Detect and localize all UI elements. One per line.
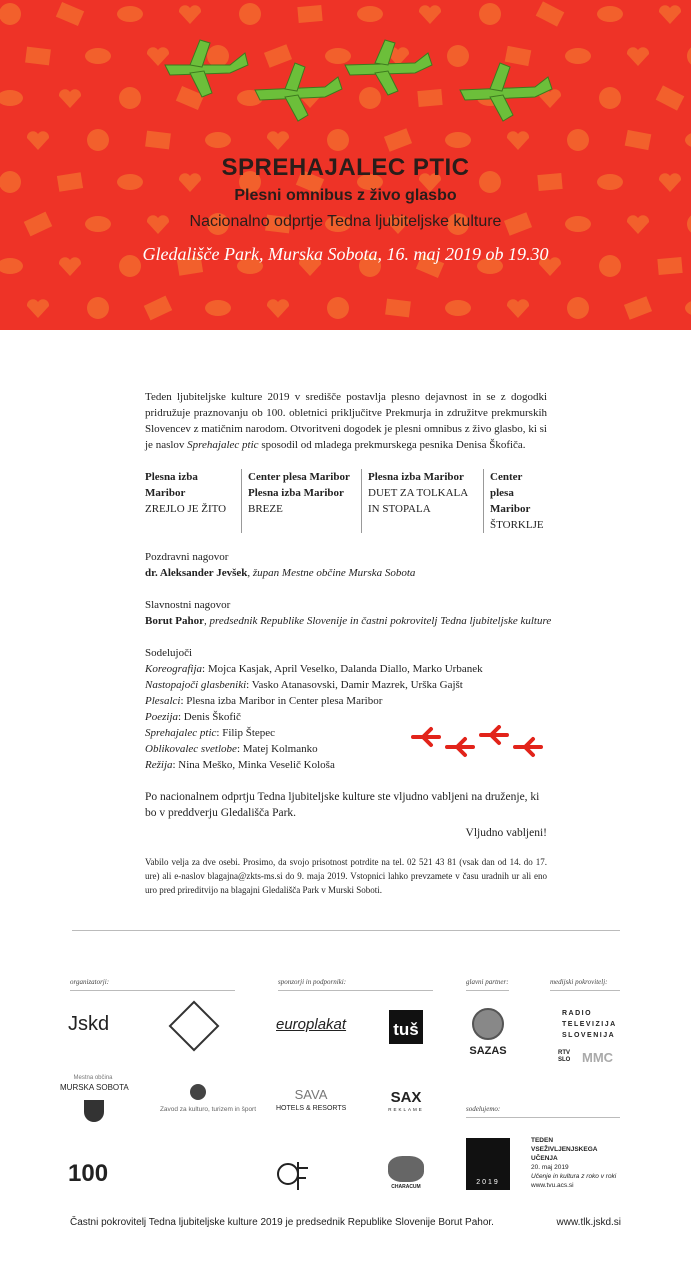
pattern-shape xyxy=(385,299,411,318)
tvu-info: TEDEN VSEŽIVLJENJSKEGA UČENJA 20. maj 2019 Učenje in kultura z roko v roki www.tvu.acs.si xyxy=(531,1137,617,1189)
murska-sobota-caption: Mestna občina xyxy=(73,1075,113,1081)
pattern-shape xyxy=(145,131,171,150)
mmc-logo: MMC xyxy=(582,1050,614,1065)
pattern-shape xyxy=(536,1,565,26)
pattern-shape xyxy=(507,299,529,318)
pattern-shape xyxy=(327,297,349,319)
europlakat-logo: europlakat xyxy=(276,1016,347,1033)
pattern-shape xyxy=(297,5,322,23)
sazas-logo: SAZAS xyxy=(469,1045,507,1057)
fineprint: Vabilo velja za dve osebi. Prosimo, da svojo prisotnost potrdite na tel. 02 521 43 81 (vsak dan od 14. do 17. ure) ali e-naslov blagajna@zkts-ms.si do 9. maja 2019. Vstopnici lahko prevzamete v času uradnih ur ali eno uro pred prireditvijo na blagajni Gledališča Park v Murski Soboti. xyxy=(145,857,547,895)
event-venue-date: Gledališče Park, Murska Sobota, 16. maj 2019 ob 19.30 xyxy=(142,244,549,264)
rtvslo-logo: RTV SLO xyxy=(558,1050,571,1063)
tvu-logo: 2019 xyxy=(466,1138,510,1190)
label-partner: glavni partner: xyxy=(466,978,509,986)
pattern-shape xyxy=(119,87,141,109)
pattern-shape xyxy=(87,297,109,319)
pattern-shape xyxy=(25,47,51,66)
pattern-shape xyxy=(179,5,201,24)
100-years-logo: 100 xyxy=(68,1160,109,1187)
footer xyxy=(70,1216,621,1230)
credit-line: Oblikovalec svetlobe: Matej Kolmanko xyxy=(145,743,318,755)
event-title: SPREHAJALEC PTIC xyxy=(221,154,470,181)
pattern-shape xyxy=(205,300,231,316)
credits-section: Sodelujoči Koreografija: Mojca Kasjak, April Veselko, Dalanda Diallo, Marko Urbanek Nastopajoči glasbeniki: Vasko Atanasovski, Damir Mazrek, Urška Gajšt Plesalci: Plesna izba Maribor in Center plesa Maribor Poezija: Denis Škofič Sprehajalec ptic: Filip Štepec Oblikovalec svetlobe: Matej Kolmanko Režija: Nina Meško, Minka Veselič Kološa xyxy=(145,645,547,773)
credit-line: Režija: Nina Meško, Minka Veselič Kološa xyxy=(145,759,335,771)
pattern-shape xyxy=(419,5,441,24)
sax-logo: SAX xyxy=(390,1089,422,1106)
pattern-shape xyxy=(685,132,691,148)
pattern-shape xyxy=(205,132,231,148)
coat-of-arms-icon xyxy=(84,1100,104,1122)
pattern-shape xyxy=(239,3,261,25)
divider xyxy=(466,990,509,991)
pattern-shape xyxy=(656,85,685,110)
label-organizers: organizatorji: xyxy=(70,978,110,986)
pattern-shape xyxy=(27,299,49,318)
intro-paragraph: Teden ljubiteljske kulture 2019 v središče postavlja plesno dejavnost in se z dogodki pridružuje praznovanju ob 100. obletnici priključitve Prekmurja in združitve prekmurskih Slovencev z matičnim narodom. Otvoritveni dogodek je plesni omnibus z živo glasbo, ki si je naslov Sprehajalec ptic sposodil od mladega prekmurskega pesnika Denisa Škofiča. xyxy=(145,391,547,451)
pattern-shape xyxy=(117,6,143,22)
pattern-shape xyxy=(267,299,289,318)
pf-logo xyxy=(276,1158,312,1192)
kraljevci-logo: CHARACUM xyxy=(391,1184,421,1190)
divider xyxy=(466,1117,620,1118)
sazas-emblem xyxy=(472,1008,504,1040)
sava-logo: SAVA xyxy=(294,1087,328,1102)
green-birds-icon xyxy=(160,35,560,125)
pattern-shape xyxy=(267,131,289,150)
pattern-shape xyxy=(479,3,501,25)
pattern-shape xyxy=(144,296,173,321)
label-media: medijski pokrovitelj: xyxy=(550,978,608,986)
footer-patron: Častni pokrovitelj Tedna ljubiteljske kulture 2019 je predsednik Republike Slovenije Borut Pahor. xyxy=(70,1217,494,1228)
pattern-shape xyxy=(624,296,652,320)
credit-line: Plesalci: Plesna izba Maribor in Center plesa Maribor xyxy=(145,695,383,707)
pattern-shape xyxy=(384,128,412,152)
pattern-shape xyxy=(567,297,589,319)
credit-line: Nastopajoči glasbeniki: Vasko Atanasovski, Damir Mazrek, Urška Gajšt xyxy=(145,679,463,691)
pattern-shape xyxy=(687,45,691,67)
red-birds-icon xyxy=(409,725,545,759)
program-item: Center plesa Maribor Plesna izba Maribor BREZE xyxy=(241,469,361,533)
pattern-shape xyxy=(597,6,623,22)
divider xyxy=(550,990,620,991)
closing-text: Vljudno vabljeni! xyxy=(465,827,547,839)
sava-subtitle: HOTELS & RESORTS xyxy=(276,1105,347,1112)
event-subtitle: Plesni omnibus z živo glasbo xyxy=(234,187,457,204)
kraljevci-icon xyxy=(388,1156,424,1182)
pattern-shape xyxy=(56,2,84,26)
label-cooperate: sodelujemo: xyxy=(466,1105,501,1113)
credit-line: Koreografija: Mojca Kasjak, April Veselko, Dalanda Diallo, Marko Urbanek xyxy=(145,663,483,675)
tus-logo: tuš xyxy=(389,1010,423,1044)
pattern-shape xyxy=(85,48,111,64)
label-sponsors: sponzorji in podporniki: xyxy=(278,978,347,986)
murska-sobota-logo: MURSKA SOBOTA xyxy=(60,1083,129,1092)
zavod-icon xyxy=(190,1084,206,1100)
invite-text: Po nacionalnem odprtju Tedna ljubiteljske kulture ste vljudno vabljeni na druženje, ki bo v preddverju Gledališča Park. xyxy=(145,791,540,819)
jskd-logo: Jskd xyxy=(68,1013,110,1035)
credit-line: Poezija: Denis Škofič xyxy=(145,711,241,723)
greeting-section: Pozdravni nagovor dr. Aleksander Jevšek, župan Mestne občine Murska Sobota xyxy=(145,551,416,579)
footer-url[interactable]: www.tlk.jskd.si xyxy=(556,1217,621,1228)
zavod-logo: Zavod za kulturo, turizem in šport xyxy=(159,1106,257,1113)
rtv-logo: RADIO TELEVIZIJA SLOVENIJA xyxy=(562,1010,617,1039)
pattern-shape xyxy=(659,5,681,24)
divider xyxy=(70,990,235,991)
pattern-shape xyxy=(0,3,21,25)
sax-subtitle: REKLAME xyxy=(388,1107,424,1112)
pattern-shape xyxy=(567,129,589,151)
credit-line: Sprehajalec ptic: Filip Štepec xyxy=(145,727,276,739)
program-columns xyxy=(145,469,547,533)
pattern-shape xyxy=(445,132,471,148)
pattern-shape xyxy=(599,87,621,109)
divider xyxy=(278,990,433,991)
pattern-shape xyxy=(507,131,529,150)
pattern-shape xyxy=(27,131,49,150)
main-content xyxy=(145,389,552,897)
pattern-shape xyxy=(565,48,591,64)
pattern-shape xyxy=(59,89,81,108)
pattern-shape xyxy=(445,300,471,316)
program-item: Plesna izba Maribor ZREJLO JE ŽITO xyxy=(145,471,227,515)
program-item: Center plesa Maribor ŠTORKLJE xyxy=(483,469,547,533)
event-occasion: Nacionalno odprtje Tedna ljubiteljske kulture xyxy=(189,213,502,230)
diamond-logo xyxy=(169,1001,220,1052)
divider xyxy=(72,930,620,931)
pattern-shape xyxy=(685,300,691,316)
pattern-shape xyxy=(327,129,349,151)
pattern-shape xyxy=(87,129,109,151)
pattern-shape xyxy=(625,130,652,150)
pattern-shape xyxy=(0,90,23,106)
header-banner xyxy=(0,0,691,330)
pattern-shape xyxy=(357,6,383,22)
pattern-shape xyxy=(627,47,649,66)
program-item: Plesna izba Maribor DUET ZA TOLKALA IN STOPALA xyxy=(361,469,483,533)
keynote-section: Slavnostni nagovor Borut Pahor, predsednik Republike Slovenije in častni pokrovitelj Tedna ljubiteljske kulture xyxy=(145,599,552,627)
